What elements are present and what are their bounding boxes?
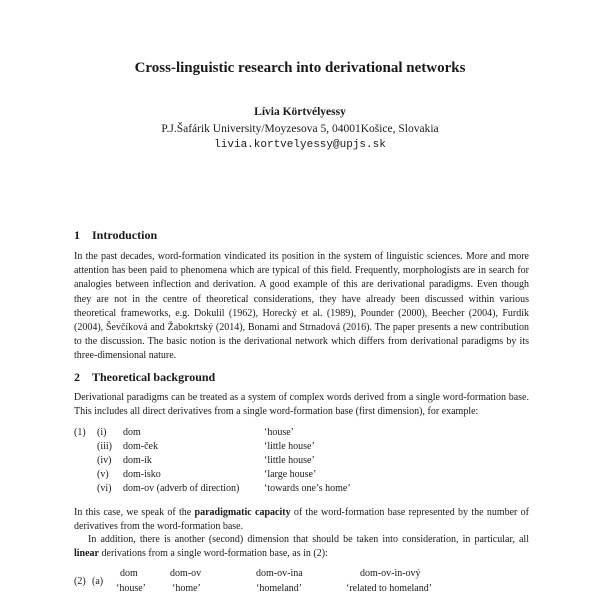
example-row-index: (v)	[97, 469, 109, 480]
example2-gloss: ‘house’	[116, 583, 146, 594]
section-heading-introduction	[74, 228, 157, 243]
author-email: livia.kortvelyessy@upjs.sk	[214, 139, 386, 151]
example-row-index: (vi)	[97, 483, 112, 494]
section-number: 2	[74, 370, 80, 384]
example-row-gloss: ‘little house’	[264, 455, 315, 466]
section-heading-theoretical-background	[74, 370, 215, 385]
example-row-form: dom-ov (adverb of direction)	[123, 483, 240, 494]
paper-title: Cross-linguistic research into derivational networks	[134, 60, 466, 76]
example-sublabel: (a)	[92, 576, 104, 587]
section-number: 1	[74, 228, 80, 242]
example-row-form: dom-ík	[123, 455, 152, 466]
background-paragraph: Derivational paradigms can be treated as a system of complex words derived from a single word-formation base. This includes all direct derivatives from a single word-formation base (first dimension), for example:	[74, 392, 529, 418]
example-row-index: (i)	[97, 427, 107, 438]
example2-form: dom-ov-in-ový	[360, 568, 421, 579]
example-row-form: dom-isko	[123, 469, 161, 480]
example-row-form: dom	[123, 427, 141, 438]
term-linear: linear	[74, 548, 99, 560]
example-row-form: dom-ček	[123, 441, 158, 452]
example2-gloss: ‘homeland’	[256, 583, 303, 594]
second-dimension-paragraph: In addition, there is another (second) dimension that should be taken into consideration, in particular, all linear derivations from a single word-formation base, as in (2):	[74, 534, 529, 560]
example-row-gloss: ‘house’	[264, 427, 294, 438]
paradigmatic-capacity-paragraph: In this case, we speak of the paradigmatic capacity of the word-formation base represented by the number of derivatives from the word-formation base.	[74, 507, 530, 533]
example-label: (1)	[74, 427, 86, 438]
example2-form: dom	[120, 568, 138, 579]
example-label: (2)	[74, 576, 86, 587]
example2-form: dom-ov	[170, 568, 202, 579]
example-row-index: (iii)	[97, 441, 112, 452]
author-affiliation: P.J.Šafárik University/Moyzesova 5, 04001Košice, Slovakia	[161, 123, 439, 135]
example-row-gloss: ‘large house’	[264, 469, 317, 480]
example2-gloss: ‘related to homeland’	[346, 583, 433, 594]
section-title: Introduction	[92, 228, 158, 242]
example-row-gloss: ‘little house’	[264, 441, 315, 452]
term-paradigmatic-capacity: paradigmatic capacity	[194, 507, 291, 518]
example2-gloss: ‘home’	[172, 583, 201, 594]
author-name: Lívia Körtvélyessy	[254, 106, 346, 118]
example-row-index: (iv)	[97, 455, 112, 466]
section-title: Theoretical background	[92, 370, 216, 384]
introduction-paragraph: In the past decades, word-formation vindicated its position in the system of linguistic sciences. More and more attention has been paid to phenomena which are typical of this field. Frequently, morphologists are in search for analogies between inflection and derivation. A good example of this are derivational paradigms. Even though they are not in the centre of theoretical considerations, they have already been discussed within various theoretical frameworks, e.g. Dokulil (1962), Horecký et al. (1989), Pounder (2000), Beecher (2004), Furdík (2004), Ševčíková and Žabokrtský (2014), Bonami and Strnadová (2016). The paper presents a new contribution to the discussion. The basic notion is the derivational network which differs from derivational paradigms by its three-dimensional nature.	[74, 251, 529, 362]
example-row-gloss: ‘towards one’s home’	[264, 483, 351, 494]
example2-form: dom-ov-ina	[256, 568, 303, 579]
